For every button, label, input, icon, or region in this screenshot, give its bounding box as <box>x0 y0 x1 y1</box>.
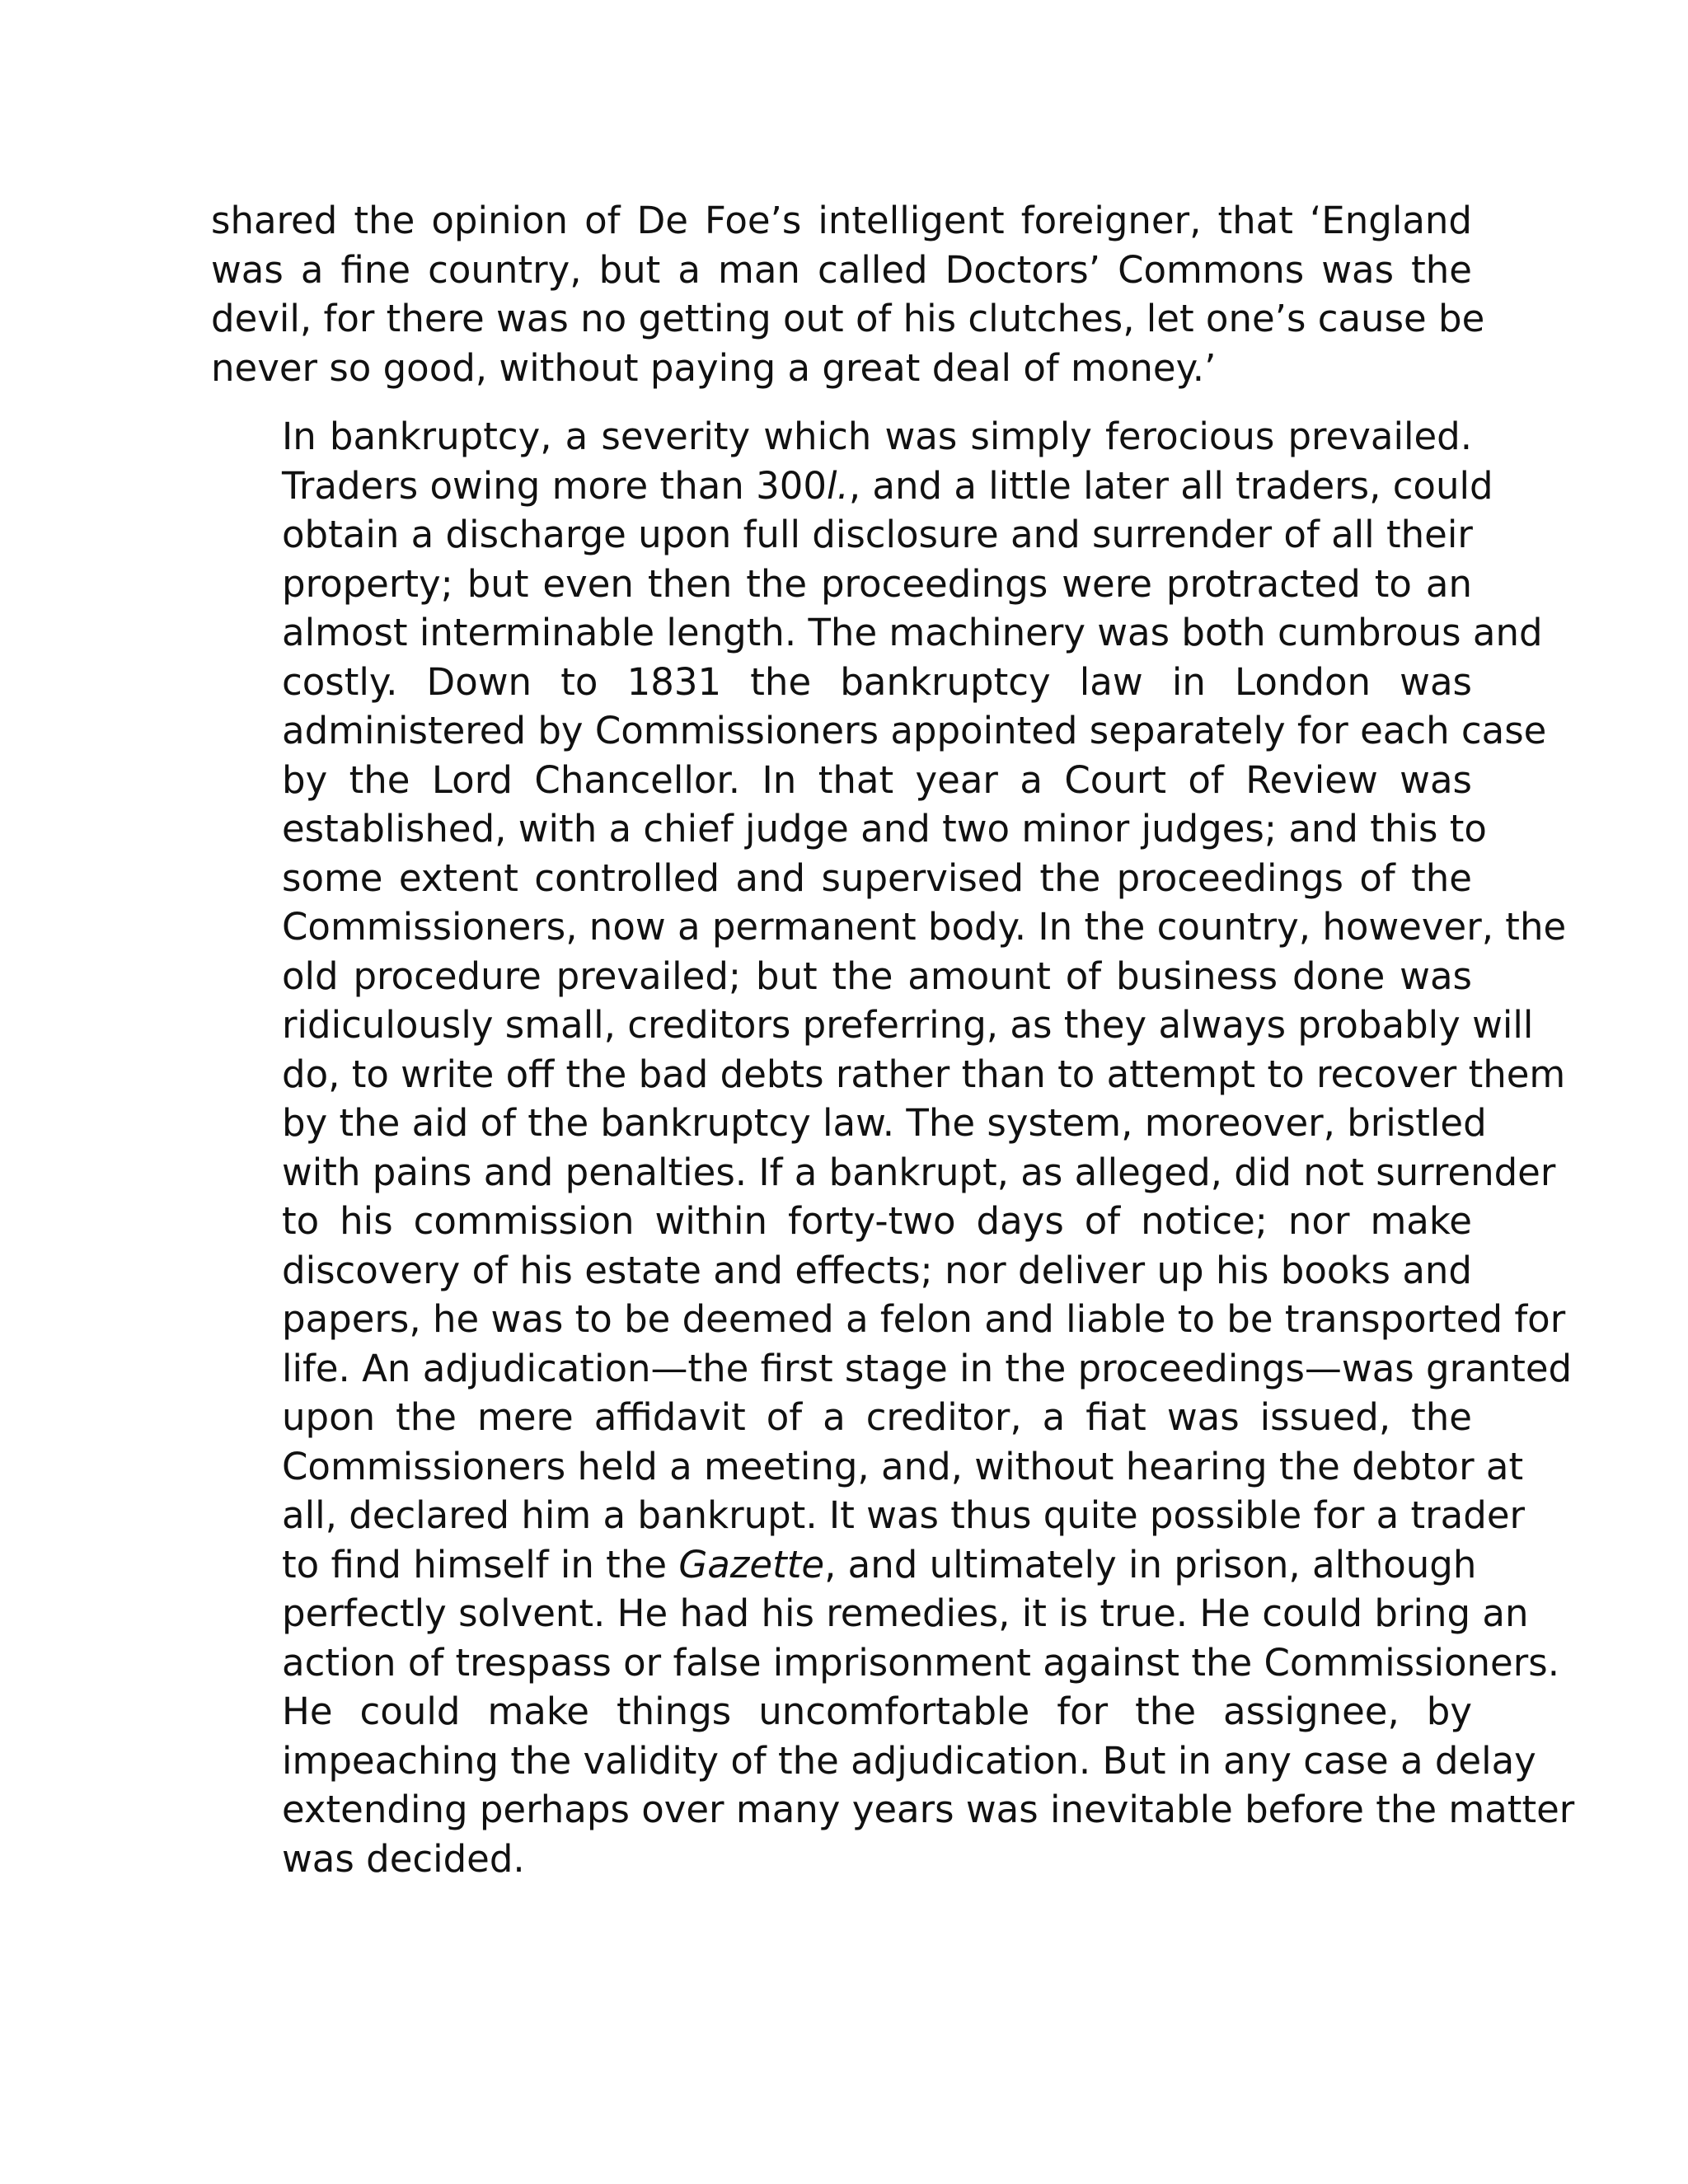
text-line: some extent controlled and supervised the proceedings of the <box>282 855 1472 900</box>
text-run: Traders owing more than 300 <box>282 463 828 508</box>
text-line: almost interminable length. The machinery was both cumbrous and <box>282 611 1543 654</box>
text-line: papers, he was to be deemed a felon and liable to be transported for <box>282 1297 1566 1341</box>
text-line: costly. Down to 1831 the bankruptcy law in London was <box>282 659 1472 704</box>
document-page <box>211 196 1575 1883</box>
paragraph-2 <box>211 412 1575 1883</box>
text-line: impeaching the validity of the adjudication. But in any case a delay <box>282 1738 1536 1783</box>
text-line-with-italic <box>211 462 1493 511</box>
text-line: by the aid of the bankruptcy law. The system, moreover, bristled <box>282 1101 1487 1145</box>
text-run: , and a little later all traders, could <box>848 463 1493 508</box>
text-line: administered by Commissioners appointed separately for each case <box>282 709 1547 752</box>
text-line: was a fine country, but a man called Doctors’ Commons was the <box>211 247 1472 292</box>
text-line: shared the opinion of De Foe’s intelligent foreigner, that ‘England <box>211 199 1472 242</box>
text-line: do, to write off the bad debts rather than to attempt to recover them <box>282 1052 1566 1096</box>
text-line: life. An adjudication—the first stage in the proceedings—was granted <box>282 1346 1573 1390</box>
text-line: devil, for there was no getting out of his clutches, let one’s cause be <box>211 297 1485 340</box>
text-line: In bankruptcy, a severity which was simply ferocious prevailed. <box>282 415 1472 458</box>
italic-run: l. <box>827 463 849 508</box>
text-line: upon the mere affidavit of a creditor, a fiat was issued, the <box>282 1395 1472 1439</box>
text-line: extending perhaps over many years was inevitable before the matter <box>282 1788 1575 1831</box>
text-line: established, with a chief judge and two minor judges; and this to <box>282 807 1487 851</box>
text-line: discovery of his estate and effects; nor deliver up his books and <box>282 1248 1472 1292</box>
text-line: Commissioners, now a permanent body. In the country, however, the <box>282 905 1567 949</box>
text-line: by the Lord Chancellor. In that year a Court of Review was <box>282 757 1472 802</box>
italic-run: Gazette <box>678 1542 825 1586</box>
text-line: to his commission within forty-two days of notice; nor make <box>282 1199 1472 1243</box>
text-line: action of trespass or false imprisonment against the Commissioners. <box>282 1640 1559 1685</box>
text-line: ridiculously small, creditors preferring, as they always probably will <box>282 1003 1534 1047</box>
text-line: He could make things uncomfortable for the assignee, by <box>282 1690 1472 1733</box>
text-line: never so good, without paying a great deal of money.’ <box>211 345 1217 390</box>
text-line: obtain a discharge upon full disclosure and surrender of all their <box>282 513 1473 556</box>
text-line: perfectly solvent. He had his remedies, it is true. He could bring an <box>282 1591 1529 1635</box>
paragraph-1 <box>211 196 1485 392</box>
text-line: old procedure prevailed; but the amount of business done was <box>282 954 1472 998</box>
text-line-with-italic <box>211 1540 1477 1590</box>
text-line: Commissioners held a meeting, and, without hearing the debtor at <box>282 1444 1524 1488</box>
text-run: , and ultimately in prison, although <box>824 1542 1477 1586</box>
text-line: was decided. <box>282 1836 525 1881</box>
text-line: all, declared him a bankrupt. It was thus quite possible for a trader <box>282 1493 1526 1537</box>
text-line: with pains and penalties. If a bankrupt, as alleged, did not surrender <box>282 1150 1556 1194</box>
text-run: to find himself in the <box>282 1542 679 1586</box>
text-line: property; but even then the proceedings were protracted to an <box>282 561 1472 606</box>
